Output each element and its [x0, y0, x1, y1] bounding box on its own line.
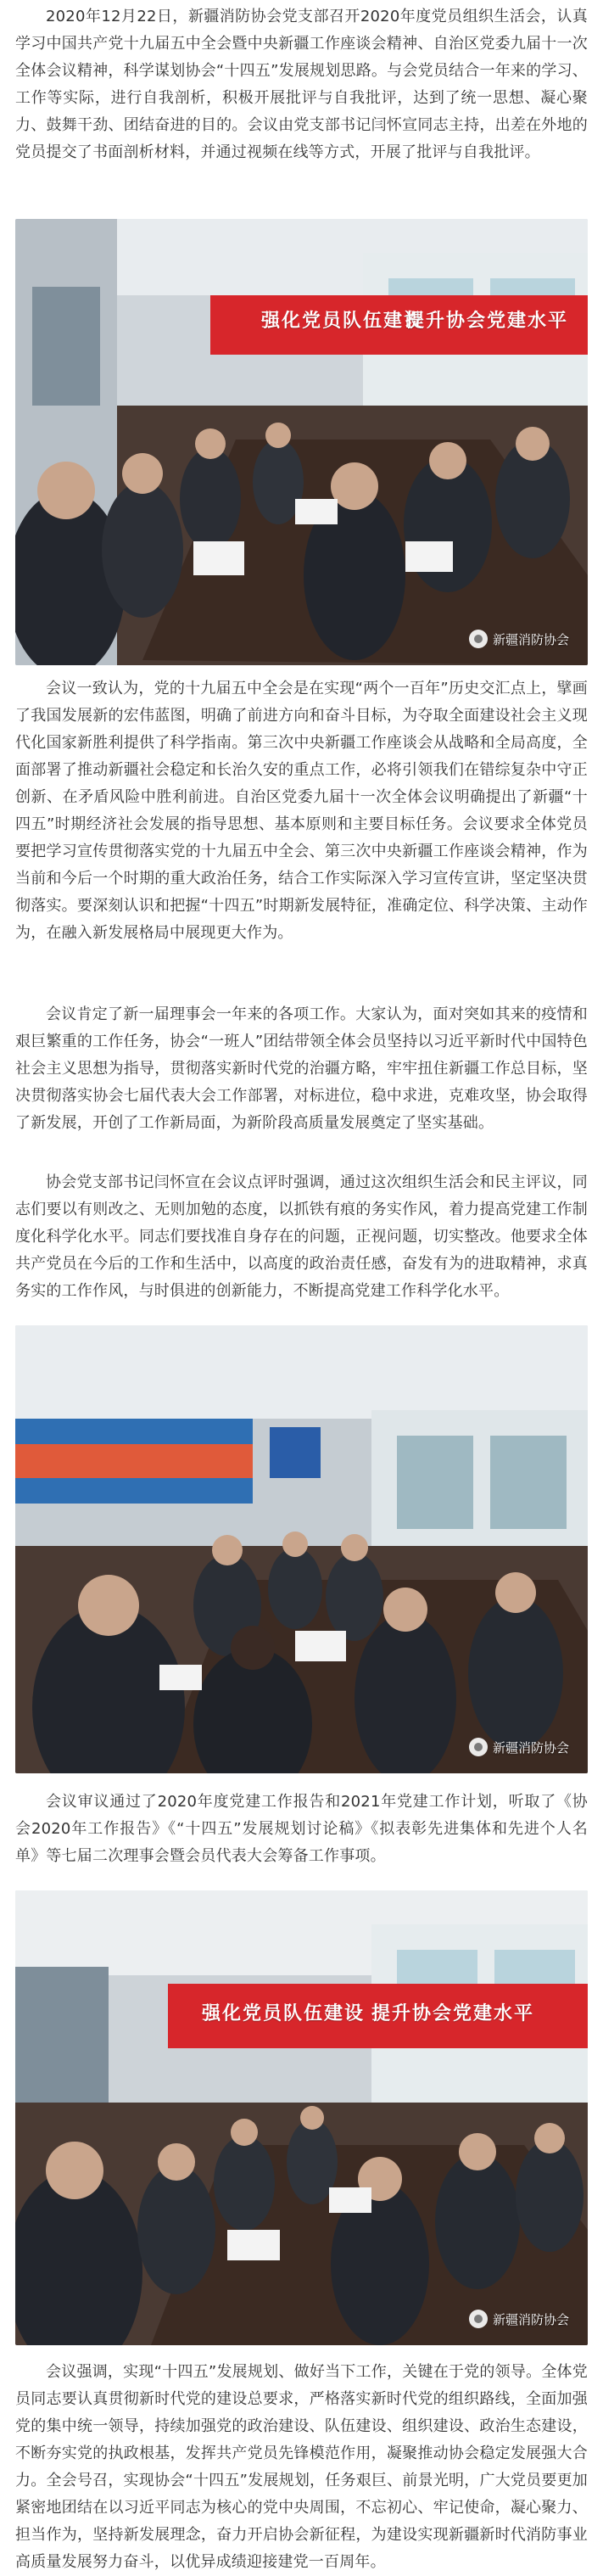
photo-3-watermark	[469, 2310, 569, 2328]
photo-1-banner-right: 提升协会党建水平	[405, 311, 569, 332]
photo-3-banner-right: 提升协会党建水平	[371, 2003, 535, 2024]
paragraph-conclusion: 会议强调，实现“十四五”发展规划、做好当下工作，关键在于党的领导。全体党员同志要认真贯彻新时代党的建设总要求，严格落实新时代党的组织路线，全面加强党的集中统一领导，持续加强党的政治建设、队伍建设、组织建设、政治生态建设，不断夯实党的执政根基，发挥共产党员先锋模范作用，凝聚推动协会稳定发展强大合力。全会号召，实现协会“十四五”发展规划，任务艰巨、前景光明，广大党员要更加紧密地团结在以习近平同志为核心的党中央周围，不忘初心、牢记使命，凝心聚力、担当作为，坚持新发展理念，奋力开启协会新征程，为建设实现新疆新时代消防事业高质量发展努力奋斗，以优异成绩迎接建党一百周年。	[15, 2363, 588, 2571]
photo-1-watermark-text: 新疆消防协会	[492, 631, 569, 647]
account-logo-icon	[469, 630, 488, 648]
meeting-photo-2-image	[15, 1325, 588, 1773]
photo-3-watermark-text: 新疆消防协会	[492, 2311, 569, 2327]
meeting-photo-3	[15, 1890, 588, 2345]
paragraph-consensus: 会议一致认为，党的十九届五中全会是在实现“两个一百年”历史交汇点上，擘画了我国发展新的宏伟蓝图，明确了前进方向和奋斗目标，为夺取全面建设社会主义现代化国家新胜利提供了科学指南。第三次中央新疆工作座谈会从战略和全局高度，全面部署了推动新疆社会稳定和长治久安的重点工作，必将引领我们在错综复杂中守正创新、在矛盾风险中胜利前进。自治区党委九届十一次全体会议明确提出了新疆“十四五”时期经济社会发展的指导思想、基本原则和主要目标任务。会议要求全体党员要把学习宣传贯彻落实党的十九届五中全会、第三次中央新疆工作座谈会精神，作为当前和今后一个时期的重大政治任务，结合工作实际深入学习宣传宣讲，坚定坚决贯彻落实。要深刻认识和把握“十四五”时期新发展特征，准确定位、科学决策、主动作为，在融入新发展格局中展现更大作为。	[15, 680, 588, 942]
photo-2-watermark	[469, 1738, 569, 1756]
photo-3-banner-left: 强化党员队伍建设	[202, 2003, 366, 2024]
meeting-photo-3-image	[15, 1890, 588, 2345]
paragraph-review: 会议审议通过了2020年度党建工作报告和2021年党建工作计划，听取了《协会2020年工作报告》《“十四五”发展规划讨论稿》《拟表彰先进集体和先进个人名单》等七届二次理事会暨会员代表大会筹备工作事项。	[15, 1793, 588, 1865]
photo-1-watermark	[469, 630, 569, 648]
meeting-photo-1	[15, 219, 588, 665]
paragraph-intro: 2020年12月22日，新疆消防协会党支部召开2020年度党员组织生活会，认真学习中国共产党十九届五中全会暨中央新疆工作座谈会精神、自治区党委九届十一次全体会议精神，科学谋划协会“十四五”发展规划思路。与会党员结合一年来的学习、工作等实际，进行自我剖析，积极开展批评与自我批评，达到了统一思想、凝心聚力、鼓舞干劲、团结奋进的目的。会议由党支部书记闫怀宣同志主持，出差在外地的党员提交了书面剖析材料，并通过视频在线等方式，开展了批评与自我批评。	[15, 8, 588, 161]
account-logo-icon	[469, 2310, 488, 2328]
paragraph-secretary-remarks: 协会党支部书记闫怀宣在会议点评时强调，通过这次组织生活会和民主评议，同志们要以有则改之、无则加勉的态度，以抓铁有痕的务实作风，着力提高党建工作制度化科学化水平。同志们要找准自身存在的问题，正视问题，切实整改。他要求全体共产党员在今后的工作和生活中，以高度的政治责任感，奋发有为的进取精神，求真务实的工作作风，与时俱进的创新能力，不断提高党建工作科学化水平。	[15, 1173, 588, 1300]
account-logo-icon	[469, 1738, 488, 1756]
meeting-photo-1-image	[15, 219, 588, 665]
photo-1-banner-left: 强化党员队伍建设	[261, 311, 425, 332]
photo-2-watermark-text: 新疆消防协会	[492, 1739, 569, 1756]
paragraph-achievements: 会议肯定了新一届理事会一年来的各项工作。大家认为，面对突如其来的疫情和艰巨繁重的工作任务，协会“一班人”团结带领全体会员坚持以习近平新时代中国特色社会主义思想为指导，贯彻落实新时代党的治疆方略，牢牢扭住新疆工作总目标，坚决贯彻落实协会七届代表大会工作部署，对标进位，稳中求进，克难攻坚，协会取得了新发展，开创了工作新局面，为新阶段高质量发展奠定了坚实基础。	[15, 1005, 588, 1132]
meeting-photo-2	[15, 1325, 588, 1773]
